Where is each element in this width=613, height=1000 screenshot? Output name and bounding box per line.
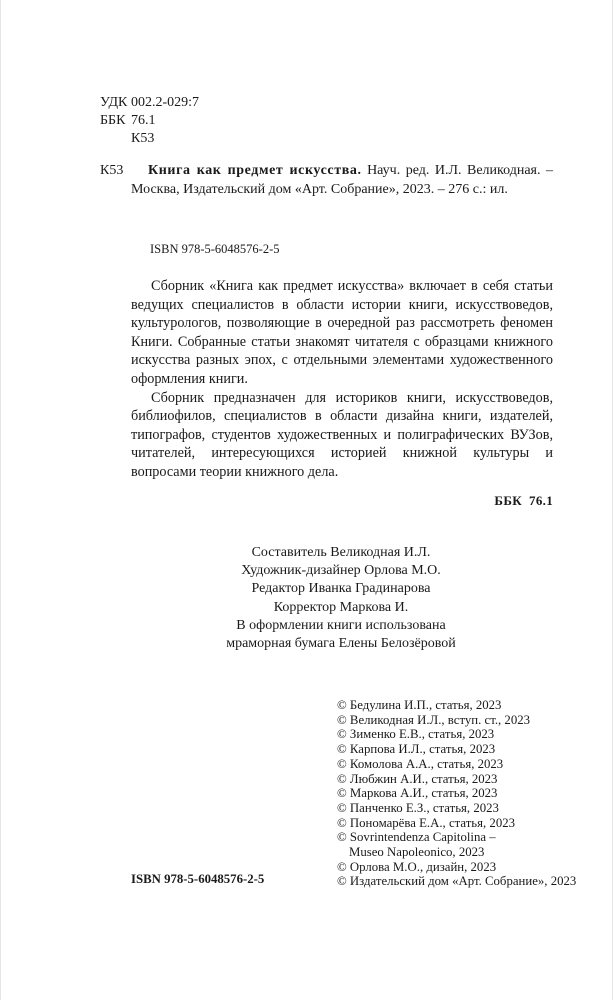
credit-note: В оформлении книги использована: [236, 617, 446, 633]
copyright-line: © Sovrintendenza Capitolina –: [337, 830, 496, 845]
publication-line: Москва, Издательский дом «Арт. Собрание», 2023. – 276 с.: ил.: [131, 181, 508, 197]
author-mark: К53: [131, 131, 155, 146]
copyright-line: © Бедулина И.П., статья, 2023: [337, 698, 502, 712]
bib-title-line: [148, 162, 553, 181]
copyright-line: © Любжин А.И., статья, 2023: [337, 771, 498, 786]
bbk-row: [100, 112, 199, 130]
isbn-top: ISBN 978-5-6048576-2-5: [150, 242, 280, 256]
copyright-line: © Орлова М.О., дизайн, 2023: [337, 859, 497, 874]
copyright-line: © Издательский дом «Арт. Собрание», 2023: [337, 874, 577, 889]
annotation: [131, 277, 553, 482]
copyright-line: © Пономарёва Е.А., статья, 2023: [337, 815, 516, 830]
credit-designer: Художник-дизайнер Орлова М.О.: [241, 563, 441, 579]
copyright-line: © Маркова А.И., статья, 2023: [337, 786, 498, 801]
credit-compiler: Составитель Великодная И.Л.: [251, 545, 431, 560]
copyright-line: © Зименко Е.В., статья, 2023: [337, 727, 495, 742]
bibliographic-entry: [100, 162, 553, 199]
bbk-label: ББК: [100, 113, 126, 128]
udk-row: [100, 94, 199, 112]
credit-note: мраморная бумага Елены Белозёровой: [226, 636, 456, 652]
udk-label: УДК: [100, 95, 128, 110]
annotation-paragraph: Сборник предназначен для историков книги, искусствоведов, библиофилов, специалистов в области дизайна книги, издателей, типографов, студентов художественных и полиграфических ВУЗов, читателей, интересующихся историей книжной культуры и вопросами теории книжного дела.: [131, 389, 553, 480]
copyright-block: [337, 698, 576, 889]
copyright-line: © Комолова А.А., статья, 2023: [337, 756, 504, 771]
credit-proofreader: Корректор Маркова И.: [273, 599, 409, 615]
classification-block: [100, 94, 199, 148]
editor-line: Науч. ред. И.Л. Великодная. –: [361, 163, 553, 178]
credit-editor: Редактор Иванка Градинарова: [251, 581, 431, 597]
page-edge-left: [0, 0, 1, 1000]
copyright-line-continued: Museo Napoleonico, 2023: [349, 845, 485, 860]
copyright-line: © Панченко Е.З., статья, 2023: [337, 800, 499, 815]
credits-block: [200, 544, 482, 653]
bib-author-mark: К53: [100, 163, 124, 178]
bbk-bottom: ББК 76.1: [494, 493, 553, 508]
bib-first-line: [100, 162, 553, 181]
bbk-value: 76.1: [131, 113, 156, 128]
annotation-paragraph: Сборник «Книга как предмет искусства» включает в себя статьи ведущих специалистов в области истории книги, искусствоведов, культурологов, позволяющие в очередной раз рассмотреть феномен Книги. Собранные статьи знакомят читателя с образцами книжного искусства разных эпох, с отдельными элементами художественного оформления книги.: [131, 278, 553, 387]
copyright-line: © Великодная И.Л., вступ. ст., 2023: [337, 712, 531, 727]
isbn-bottom: ISBN 978-5-6048576-2-5: [131, 872, 265, 886]
copyright-line: © Карпова И.Л., статья, 2023: [337, 742, 496, 757]
udk-value: 002.2-029:7: [131, 95, 200, 110]
book-title: Книга как предмет искусства.: [148, 163, 362, 178]
